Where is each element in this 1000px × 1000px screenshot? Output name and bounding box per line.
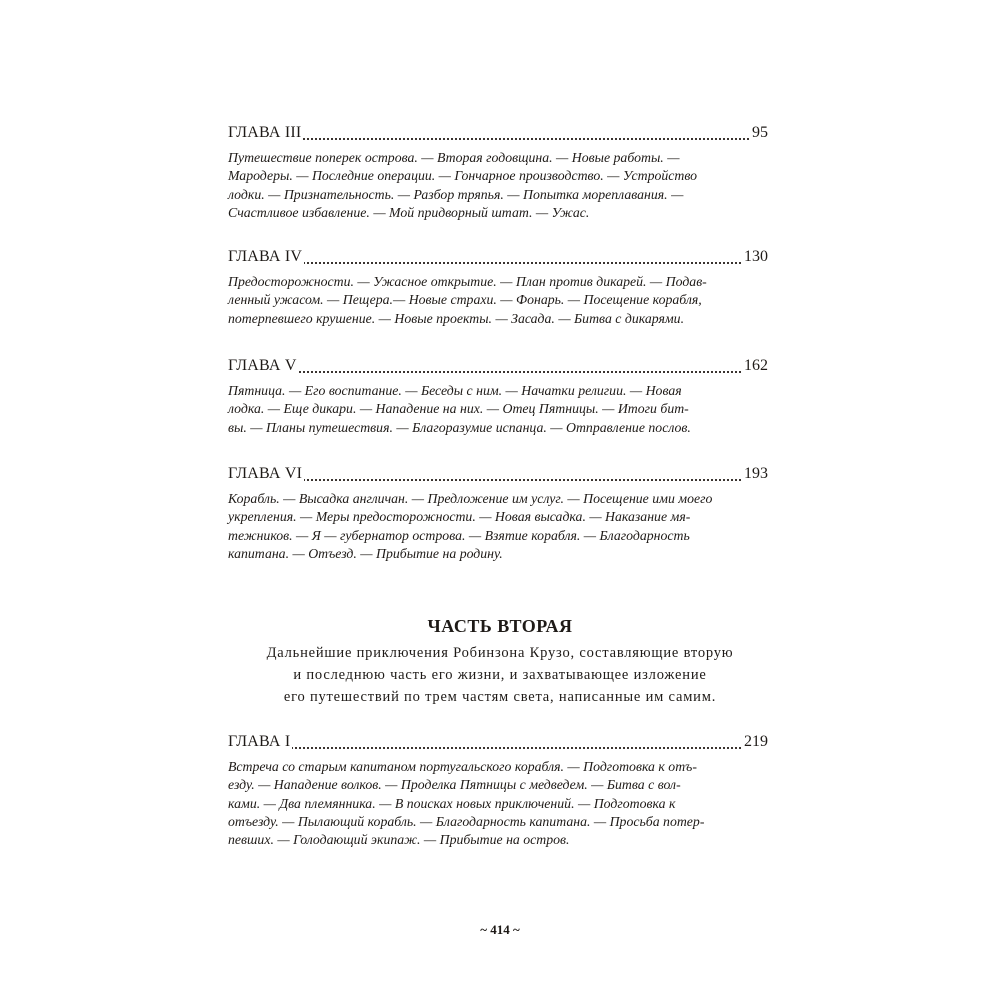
part-title: ЧАСТЬ ВТОРАЯ [427,616,573,636]
summary-line: Путешествие поперек острова. — Вторая годовщина. — Новые работы. — [228,150,680,165]
chapter-summary [228,382,768,437]
chapter-page-number: 95 [752,124,768,141]
chapter-title: ГЛАВА VI [228,465,303,482]
chapter-summary [228,758,768,849]
toc-heading-line [228,357,768,379]
summary-line: ленный ужасом. — Пещера.— Новые страхи. — Фонарь. — Посещение корабля, [228,292,702,308]
summary-line: вы. — Планы путешествия. — Благоразумие испанца. — Отправление послов. [228,419,691,435]
chapter-summary [228,273,768,328]
summary-line: отъезду. — Пылающий корабль. — Благодарность капитана. — Просьба потер- [228,813,705,829]
toc-entry-part2-chapter-1 [228,733,768,849]
summary-line: певших. — Голодающий экипаж. — Прибытие на остров. [228,832,570,848]
chapter-title: ГЛАВА IV [228,248,303,265]
summary-line: тежников. — Я — губернатор острова. — Взятие корабля. — Благодарность [228,527,690,543]
summary-line: лодки. — Признательность. — Разбор тряпья. — Попытка мореплавания. — [228,186,684,202]
chapter-summary [228,490,768,563]
subtitle-line: и последнюю часть его жизни, и захватывающее изложение [293,667,707,683]
summary-line: лодка. — Еще дикари. — Нападение на них. — Отец Пятницы. — Итоги бит- [228,401,689,417]
toc-heading-line [228,733,768,755]
subtitle-line: его путешествий по трем частям света, написанные им самим. [283,689,717,705]
toc-entry-chapter-4 [228,248,768,328]
part-subtitle [0,642,1000,708]
toc-entry-chapter-3 [228,124,768,222]
summary-line: Счастливое избавление. — Мой придворный штат. — Ужас. [228,204,590,220]
subtitle-line: Дальнейшие приключения Робинзона Крузо, составляющие вторую [266,645,734,661]
page-number: ~ 414 ~ [480,922,520,937]
chapter-summary [228,149,768,222]
leader-dots [228,747,768,749]
chapter-title: ГЛАВА I [228,733,291,750]
summary-line: Корабль. — Высадка англичан. — Предложение им услуг. — Посещение ими моего [228,491,713,506]
leader-dots [228,479,768,481]
summary-line: капитана. — Отъезд. — Прибытие на родину. [228,545,503,561]
summary-line: езду. — Нападение волков. — Проделка Пятницы с медведем. — Битва с вол- [228,777,681,793]
toc-entry-chapter-6 [228,465,768,563]
summary-line: укрепления. — Меры предосторожности. — Новая высадка. — Наказание мя- [228,509,691,525]
leader-dots [228,262,768,264]
leader-dots [228,138,768,140]
chapter-title: ГЛАВА V [228,357,297,374]
toc-heading-line [228,124,768,146]
toc-heading-line [228,465,768,487]
summary-line: ками. — Два племянника. — В поисках новых приключений. — Подготовка к [228,795,676,811]
chapter-page-number: 219 [744,733,768,750]
summary-line: Предосторожности. — Ужасное открытие. — План против дикарей. — Подав- [228,274,707,289]
chapter-page-number: 193 [744,465,768,482]
leader-dots [228,371,768,373]
summary-line: потерпевшего крушение. — Новые проекты. — Засада. — Битва с дикарями. [228,310,685,326]
chapter-page-number: 162 [744,357,768,374]
toc-entry-chapter-5 [228,357,768,437]
summary-line: Пятница. — Его воспитание. — Беседы с ним. — Начатки религии. — Новая [228,383,682,398]
chapter-title: ГЛАВА III [228,124,302,141]
summary-line: Встреча со старым капитаном португальского корабля. — Подготовка к отъ- [228,759,697,774]
summary-line: Мародеры. — Последние операции. — Гончарное производство. — Устройство [228,168,698,184]
toc-heading-line [228,248,768,270]
chapter-page-number: 130 [744,248,768,265]
